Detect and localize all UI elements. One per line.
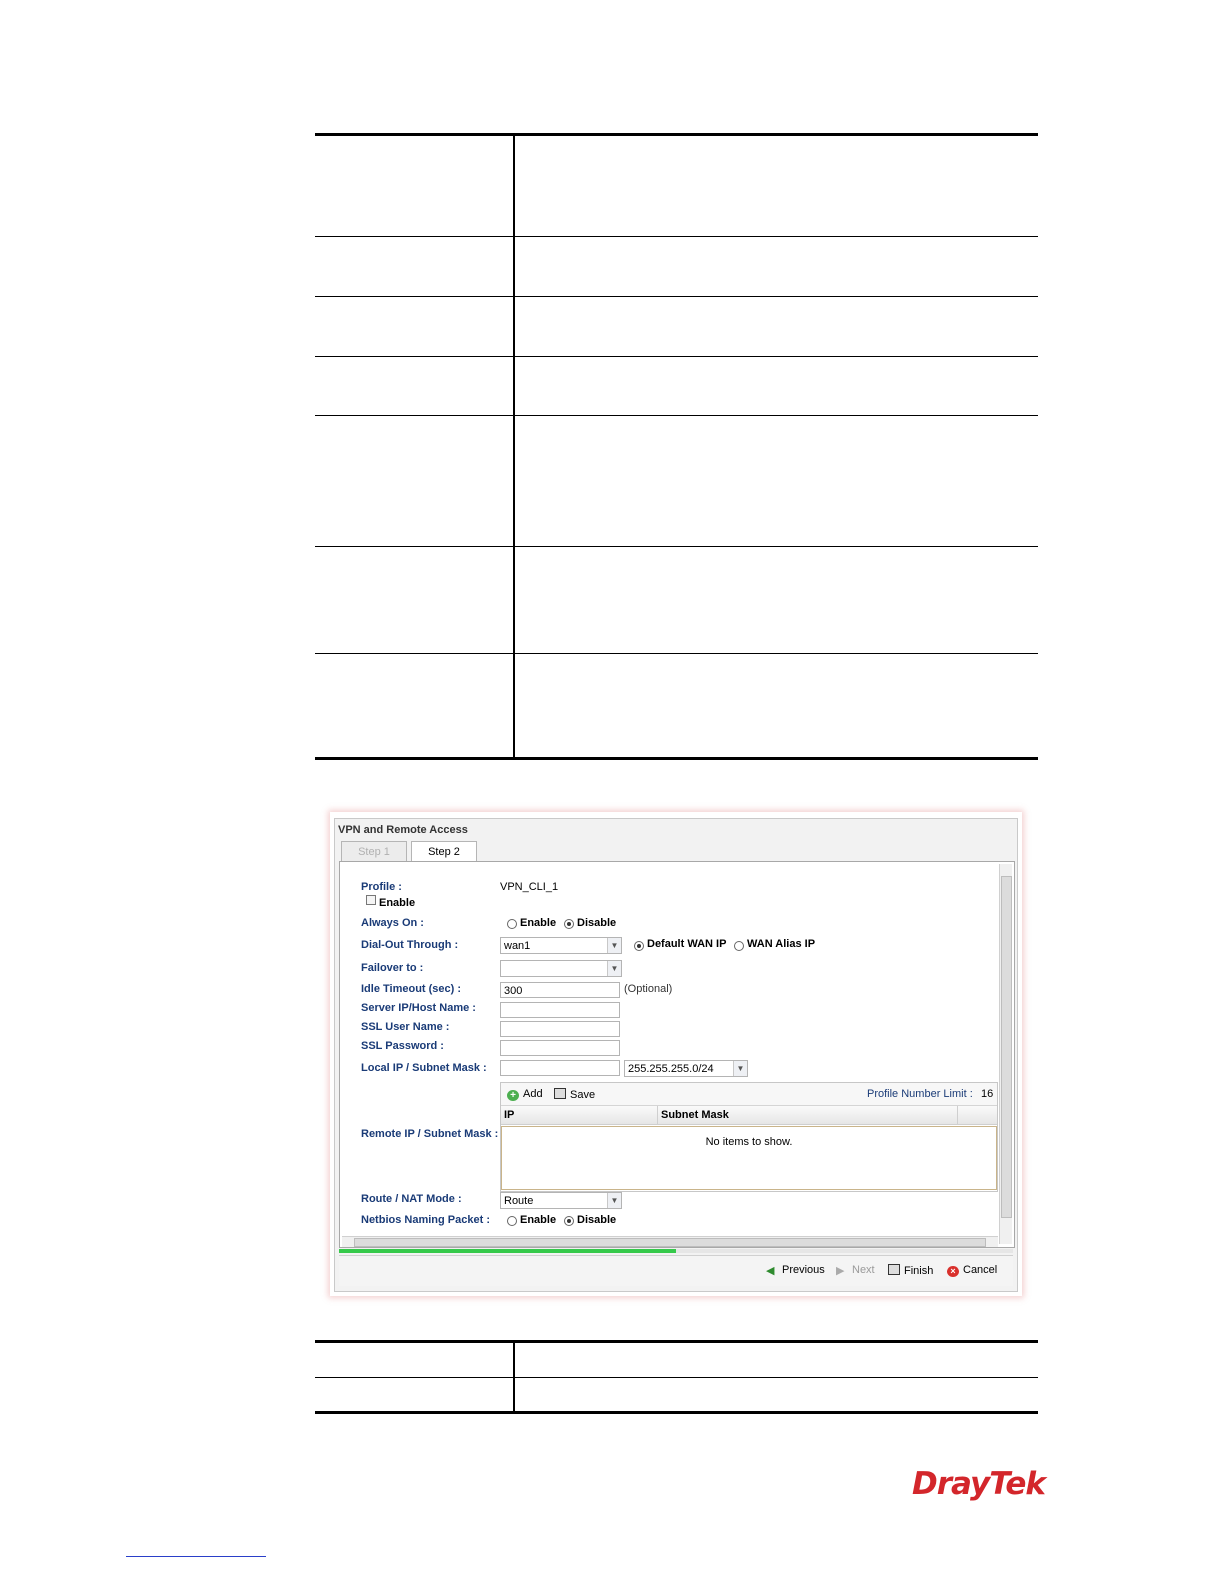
next-button[interactable]: [836, 1264, 875, 1277]
always-on-disable-radio[interactable]: [564, 919, 574, 929]
enable-checkbox-label: Enable: [379, 897, 416, 909]
description-table-bottom: [315, 1340, 1038, 1414]
table-cell: [514, 1378, 1038, 1413]
add-label: Add: [523, 1088, 543, 1100]
window-title: VPN and Remote Access: [338, 824, 468, 836]
ssl-password-input[interactable]: [500, 1040, 620, 1056]
table-cell: [514, 357, 1038, 416]
wizard-progress-bar: [339, 1249, 1013, 1253]
column-ip: IP: [504, 1109, 515, 1121]
table-cell: [514, 237, 1038, 297]
cancel-icon: ×: [947, 1266, 959, 1277]
previous-label: Previous: [782, 1264, 825, 1276]
idle-timeout-hint: (Optional): [624, 983, 673, 995]
table-cell: [315, 654, 514, 759]
table-cell: [514, 1342, 1038, 1378]
table-cell: [514, 547, 1038, 654]
footer-link-underline[interactable]: [126, 1556, 266, 1557]
table-cell: [315, 1378, 514, 1413]
server-input[interactable]: [500, 1002, 620, 1018]
cancel-label: Cancel: [963, 1264, 998, 1276]
table-cell: [514, 297, 1038, 357]
vpn-wizard-screenshot: [330, 812, 1022, 1296]
save-label: Save: [570, 1089, 596, 1101]
progress-fill: [339, 1249, 676, 1253]
table-cell: [315, 297, 514, 357]
always-on-enable-radio[interactable]: [507, 919, 517, 929]
chevron-down-icon: ▼: [607, 961, 621, 976]
ssl-user-input[interactable]: [500, 1021, 620, 1037]
finish-label: Finish: [904, 1265, 934, 1277]
form-panel: [339, 861, 1015, 1248]
server-label: Server IP/Host Name :: [361, 1002, 476, 1014]
grid-body: [501, 1126, 997, 1190]
draytek-logo: DrayTek: [912, 1466, 1045, 1502]
previous-button[interactable]: [766, 1264, 825, 1277]
tab-step-2[interactable]: Step 2: [411, 841, 477, 862]
route-nat-label: Route / NAT Mode :: [361, 1193, 462, 1205]
route-nat-value: Route: [504, 1195, 534, 1207]
tab-step-1[interactable]: Step 1: [341, 841, 407, 862]
wan-alias-ip-radio[interactable]: [734, 941, 744, 951]
add-button[interactable]: [507, 1088, 543, 1101]
remote-label: Remote IP / Subnet Mask :: [361, 1128, 499, 1140]
profile-limit-value: 16: [981, 1088, 994, 1100]
dial-out-value: wan1: [504, 940, 531, 952]
chevron-down-icon: ▼: [607, 938, 621, 953]
always-on-enable-label: Enable: [520, 917, 557, 929]
profile-label: Profile :: [361, 881, 402, 893]
wizard-footer: [339, 1255, 1013, 1286]
column-subnet-mask: Subnet Mask: [661, 1109, 729, 1121]
add-icon: +: [507, 1090, 519, 1101]
chevron-down-icon: ▼: [733, 1061, 747, 1076]
default-wan-ip-label: Default WAN IP: [647, 938, 727, 950]
table-cell: [315, 357, 514, 416]
netbios-disable-radio[interactable]: [564, 1216, 574, 1226]
save-button[interactable]: [554, 1088, 595, 1101]
route-nat-select[interactable]: [500, 1192, 622, 1209]
local-mask-select[interactable]: [624, 1060, 748, 1077]
always-on-label: Always On :: [361, 917, 424, 929]
local-ip-input[interactable]: [500, 1060, 620, 1076]
ssl-password-label: SSL Password :: [361, 1040, 444, 1052]
empty-message: No items to show.: [705, 1136, 793, 1148]
arrow-right-icon: ▶: [836, 1265, 845, 1277]
arrow-left-icon: ◀: [766, 1265, 775, 1277]
table-cell: [315, 237, 514, 297]
finish-button[interactable]: [888, 1264, 933, 1277]
idle-timeout-input[interactable]: 300: [500, 982, 620, 998]
dial-out-select[interactable]: [500, 937, 622, 954]
table-cell: [315, 416, 514, 547]
profile-limit-label: Profile Number Limit :: [867, 1088, 973, 1100]
netbios-label: Netbios Naming Packet :: [361, 1214, 490, 1226]
dial-out-label: Dial-Out Through :: [361, 939, 459, 951]
next-label: Next: [852, 1264, 875, 1276]
netbios-enable-radio[interactable]: [507, 1216, 517, 1226]
description-table-top: [315, 133, 1038, 760]
vertical-scrollbar[interactable]: [999, 864, 1012, 1244]
profile-value: VPN_CLI_1: [500, 881, 559, 893]
table-cell: [514, 416, 1038, 547]
always-on-disable-label: Disable: [577, 917, 617, 929]
cancel-button[interactable]: [947, 1264, 997, 1277]
grid-toolbar: [501, 1083, 997, 1106]
table-cell: [514, 135, 1038, 237]
table-cell: [315, 135, 514, 237]
table-cell: [315, 547, 514, 654]
netbios-enable-label: Enable: [520, 1214, 557, 1226]
netbios-disable-label: Disable: [577, 1214, 617, 1226]
table-cell: [514, 654, 1038, 759]
idle-timeout-label: Idle Timeout (sec) :: [361, 983, 462, 995]
chevron-down-icon: ▼: [607, 1193, 621, 1208]
local-mask-value: 255.255.255.0/24: [628, 1063, 714, 1075]
grid-header: [501, 1106, 997, 1125]
save-icon: [554, 1088, 566, 1099]
failover-select[interactable]: [500, 960, 622, 977]
enable-checkbox[interactable]: [366, 895, 376, 905]
ssl-user-label: SSL User Name :: [361, 1021, 450, 1033]
local-ip-label: Local IP / Subnet Mask :: [361, 1062, 487, 1074]
wan-alias-ip-label: WAN Alias IP: [747, 938, 816, 950]
save-icon: [888, 1264, 900, 1275]
vpn-wizard-window: [334, 818, 1018, 1292]
remote-ip-grid: [500, 1082, 998, 1192]
table-cell: [315, 1342, 514, 1378]
default-wan-ip-radio[interactable]: [634, 941, 644, 951]
failover-label: Failover to :: [361, 962, 424, 974]
horizontal-scrollbar[interactable]: [342, 1236, 998, 1247]
